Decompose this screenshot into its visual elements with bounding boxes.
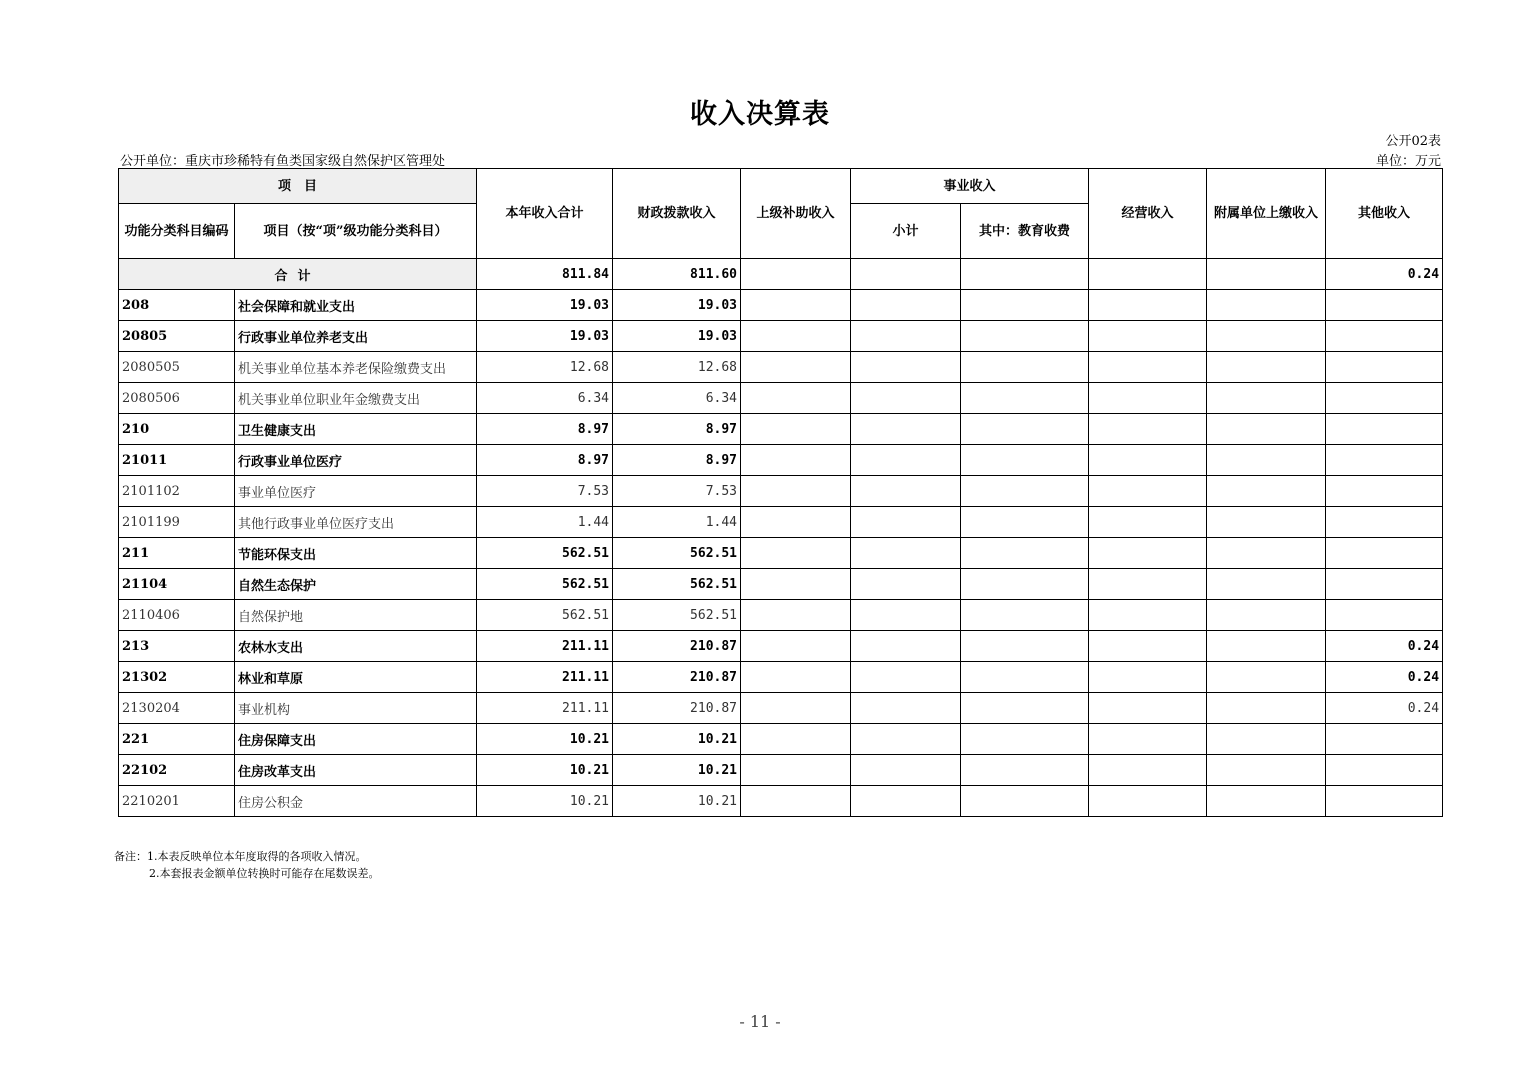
- row-fiscal: 6.34: [613, 383, 741, 414]
- header-other-income: 其他收入: [1326, 169, 1443, 259]
- row-fiscal: 562.51: [613, 569, 741, 600]
- row-code: 2080506: [119, 383, 235, 414]
- row-fiscal: 10.21: [613, 724, 741, 755]
- header-code: 功能分类科目编码: [119, 204, 235, 259]
- header-operating-income: 经营收入: [1089, 169, 1207, 259]
- row-affiliated: [1207, 631, 1326, 662]
- row-education: [961, 693, 1089, 724]
- row-name: 自然生态保护: [235, 569, 477, 600]
- row-name: 机关事业单位基本养老保险缴费支出: [235, 352, 477, 383]
- header-item: 项 目: [119, 169, 477, 204]
- table-row: [119, 321, 1443, 352]
- row-superior: [741, 631, 851, 662]
- row-fiscal: 562.51: [613, 600, 741, 631]
- row-code: 2101102: [119, 476, 235, 507]
- total-superior-value: [741, 259, 851, 290]
- row-total-income: 12.68: [477, 352, 613, 383]
- row-affiliated: [1207, 569, 1326, 600]
- row-name: 住房公积金: [235, 786, 477, 817]
- row-subtotal: [851, 445, 961, 476]
- row-superior: [741, 600, 851, 631]
- header-name: 项目（按“项”级功能分类科目）: [235, 204, 477, 259]
- row-other: 0.24: [1326, 631, 1443, 662]
- row-other: [1326, 538, 1443, 569]
- header-education-fee: 其中：教育收费: [961, 204, 1089, 259]
- row-education: [961, 755, 1089, 786]
- row-code: 211: [119, 538, 235, 569]
- row-operating: [1089, 445, 1207, 476]
- row-subtotal: [851, 662, 961, 693]
- row-affiliated: [1207, 693, 1326, 724]
- total-fiscal-value: 811.60: [613, 259, 741, 290]
- row-subtotal: [851, 786, 961, 817]
- row-subtotal: [851, 507, 961, 538]
- row-total-income: 7.53: [477, 476, 613, 507]
- row-operating: [1089, 631, 1207, 662]
- row-name: 事业机构: [235, 693, 477, 724]
- row-other: [1326, 507, 1443, 538]
- row-name: 社会保障和就业支出: [235, 290, 477, 321]
- row-superior: [741, 662, 851, 693]
- note-2: 2.本套报表金额单位转换时可能存在尾数误差。: [149, 867, 380, 880]
- table-row: [119, 445, 1443, 476]
- row-operating: [1089, 476, 1207, 507]
- row-other: [1326, 383, 1443, 414]
- row-superior: [741, 476, 851, 507]
- row-code: 208: [119, 290, 235, 321]
- income-statement-table: [118, 168, 1443, 817]
- row-total-income: 6.34: [477, 383, 613, 414]
- row-education: [961, 786, 1089, 817]
- row-superior: [741, 755, 851, 786]
- row-affiliated: [1207, 414, 1326, 445]
- row-other: [1326, 600, 1443, 631]
- row-other: [1326, 569, 1443, 600]
- row-code: 213: [119, 631, 235, 662]
- row-code: 2210201: [119, 786, 235, 817]
- row-name: 节能环保支出: [235, 538, 477, 569]
- row-education: [961, 383, 1089, 414]
- page-number: - 11 -: [739, 1012, 781, 1031]
- row-total-income: 10.21: [477, 724, 613, 755]
- row-education: [961, 476, 1089, 507]
- row-subtotal: [851, 600, 961, 631]
- table-row: [119, 693, 1443, 724]
- row-code: 21011: [119, 445, 235, 476]
- row-affiliated: [1207, 538, 1326, 569]
- row-other: [1326, 352, 1443, 383]
- row-operating: [1089, 786, 1207, 817]
- row-total-income: 1.44: [477, 507, 613, 538]
- row-education: [961, 352, 1089, 383]
- row-other: [1326, 321, 1443, 352]
- row-fiscal: 19.03: [613, 290, 741, 321]
- row-code: 210: [119, 414, 235, 445]
- row-code: 20805: [119, 321, 235, 352]
- row-other: [1326, 290, 1443, 321]
- row-total-income: 211.11: [477, 693, 613, 724]
- row-fiscal: 10.21: [613, 786, 741, 817]
- total-income-value: 811.84: [477, 259, 613, 290]
- row-subtotal: [851, 321, 961, 352]
- row-operating: [1089, 693, 1207, 724]
- row-code: 2110406: [119, 600, 235, 631]
- row-other: [1326, 476, 1443, 507]
- row-superior: [741, 569, 851, 600]
- row-education: [961, 445, 1089, 476]
- row-fiscal: 210.87: [613, 693, 741, 724]
- row-name: 其他行政事业单位医疗支出: [235, 507, 477, 538]
- row-operating: [1089, 724, 1207, 755]
- table-row: [119, 600, 1443, 631]
- row-superior: [741, 352, 851, 383]
- total-education-value: [961, 259, 1089, 290]
- note-1: 备注：1.本表反映单位本年度取得的各项收入情况。: [114, 850, 367, 863]
- row-subtotal: [851, 383, 961, 414]
- row-fiscal: 12.68: [613, 352, 741, 383]
- row-affiliated: [1207, 321, 1326, 352]
- row-affiliated: [1207, 724, 1326, 755]
- row-code: 221: [119, 724, 235, 755]
- row-total-income: 10.21: [477, 755, 613, 786]
- row-subtotal: [851, 631, 961, 662]
- row-operating: [1089, 662, 1207, 693]
- table-row: [119, 786, 1443, 817]
- row-affiliated: [1207, 290, 1326, 321]
- table-row: [119, 414, 1443, 445]
- row-total-income: 19.03: [477, 321, 613, 352]
- total-operating-value: [1089, 259, 1207, 290]
- row-superior: [741, 290, 851, 321]
- row-name: 住房改革支出: [235, 755, 477, 786]
- row-total-income: 211.11: [477, 631, 613, 662]
- total-other-value: 0.24: [1326, 259, 1443, 290]
- row-name: 自然保护地: [235, 600, 477, 631]
- row-name: 农林水支出: [235, 631, 477, 662]
- table-row: [119, 631, 1443, 662]
- table-row: [119, 352, 1443, 383]
- row-affiliated: [1207, 662, 1326, 693]
- row-superior: [741, 786, 851, 817]
- header-business-income: 事业收入: [851, 169, 1089, 204]
- row-code: 21104: [119, 569, 235, 600]
- row-education: [961, 724, 1089, 755]
- row-subtotal: [851, 755, 961, 786]
- row-total-income: 8.97: [477, 445, 613, 476]
- reporting-unit: 公开单位：重庆市珍稀特有鱼类国家级自然保护区管理处: [120, 154, 446, 169]
- row-education: [961, 507, 1089, 538]
- row-code: 2101199: [119, 507, 235, 538]
- row-affiliated: [1207, 600, 1326, 631]
- table-row: [119, 755, 1443, 786]
- row-education: [961, 631, 1089, 662]
- currency-unit: 单位：万元: [1375, 154, 1441, 169]
- row-fiscal: 8.97: [613, 445, 741, 476]
- table-row: [119, 569, 1443, 600]
- total-affiliated-value: [1207, 259, 1326, 290]
- form-number: 公开02表: [1385, 134, 1441, 149]
- row-name: 林业和草原: [235, 662, 477, 693]
- row-education: [961, 414, 1089, 445]
- table-row: [119, 476, 1443, 507]
- row-other: 0.24: [1326, 693, 1443, 724]
- notes: [114, 848, 380, 882]
- row-education: [961, 600, 1089, 631]
- row-name: 事业单位医疗: [235, 476, 477, 507]
- row-operating: [1089, 321, 1207, 352]
- table-row: [119, 724, 1443, 755]
- row-code: 2130204: [119, 693, 235, 724]
- row-fiscal: 210.87: [613, 631, 741, 662]
- row-other: [1326, 786, 1443, 817]
- row-affiliated: [1207, 445, 1326, 476]
- row-affiliated: [1207, 383, 1326, 414]
- row-name: 住房保障支出: [235, 724, 477, 755]
- row-superior: [741, 724, 851, 755]
- row-superior: [741, 538, 851, 569]
- row-other: 0.24: [1326, 662, 1443, 693]
- row-operating: [1089, 352, 1207, 383]
- row-superior: [741, 507, 851, 538]
- row-superior: [741, 445, 851, 476]
- row-other: [1326, 445, 1443, 476]
- header-affiliated-income: 附属单位上缴收入: [1207, 169, 1326, 259]
- row-superior: [741, 693, 851, 724]
- row-fiscal: 8.97: [613, 414, 741, 445]
- header-fiscal-appropriation: 财政拨款收入: [613, 169, 741, 259]
- row-subtotal: [851, 538, 961, 569]
- row-total-income: 8.97: [477, 414, 613, 445]
- row-subtotal: [851, 290, 961, 321]
- row-operating: [1089, 414, 1207, 445]
- table-row: [119, 290, 1443, 321]
- row-operating: [1089, 755, 1207, 786]
- row-affiliated: [1207, 507, 1326, 538]
- row-affiliated: [1207, 352, 1326, 383]
- row-superior: [741, 414, 851, 445]
- row-code: 22102: [119, 755, 235, 786]
- row-education: [961, 290, 1089, 321]
- row-subtotal: [851, 414, 961, 445]
- row-name: 卫生健康支出: [235, 414, 477, 445]
- row-operating: [1089, 290, 1207, 321]
- row-affiliated: [1207, 755, 1326, 786]
- row-other: [1326, 724, 1443, 755]
- row-name: 行政事业单位医疗: [235, 445, 477, 476]
- row-name: 行政事业单位养老支出: [235, 321, 477, 352]
- row-fiscal: 10.21: [613, 755, 741, 786]
- total-subtotal-value: [851, 259, 961, 290]
- total-row: [119, 259, 1443, 290]
- page-title: 收入决算表: [690, 99, 830, 130]
- row-total-income: 211.11: [477, 662, 613, 693]
- row-subtotal: [851, 476, 961, 507]
- row-code: 2080505: [119, 352, 235, 383]
- row-subtotal: [851, 693, 961, 724]
- row-operating: [1089, 569, 1207, 600]
- row-superior: [741, 383, 851, 414]
- row-operating: [1089, 383, 1207, 414]
- row-subtotal: [851, 569, 961, 600]
- row-education: [961, 321, 1089, 352]
- row-subtotal: [851, 352, 961, 383]
- row-name: 机关事业单位职业年金缴费支出: [235, 383, 477, 414]
- header-total-income: 本年收入合计: [477, 169, 613, 259]
- row-operating: [1089, 538, 1207, 569]
- row-fiscal: 1.44: [613, 507, 741, 538]
- total-label: 合计: [119, 259, 477, 290]
- row-fiscal: 562.51: [613, 538, 741, 569]
- row-operating: [1089, 600, 1207, 631]
- row-total-income: 562.51: [477, 600, 613, 631]
- row-subtotal: [851, 724, 961, 755]
- row-other: [1326, 755, 1443, 786]
- row-total-income: 562.51: [477, 569, 613, 600]
- row-affiliated: [1207, 476, 1326, 507]
- row-affiliated: [1207, 786, 1326, 817]
- table-row: [119, 538, 1443, 569]
- row-total-income: 19.03: [477, 290, 613, 321]
- row-education: [961, 662, 1089, 693]
- row-other: [1326, 414, 1443, 445]
- table-row: [119, 507, 1443, 538]
- header-superior-subsidy: 上级补助收入: [741, 169, 851, 259]
- row-education: [961, 538, 1089, 569]
- row-total-income: 10.21: [477, 786, 613, 817]
- row-fiscal: 19.03: [613, 321, 741, 352]
- row-operating: [1089, 507, 1207, 538]
- row-education: [961, 569, 1089, 600]
- table-row: [119, 662, 1443, 693]
- row-superior: [741, 321, 851, 352]
- row-fiscal: 7.53: [613, 476, 741, 507]
- header-subtotal: 小计: [851, 204, 961, 259]
- row-total-income: 562.51: [477, 538, 613, 569]
- row-code: 21302: [119, 662, 235, 693]
- row-fiscal: 210.87: [613, 662, 741, 693]
- table-row: [119, 383, 1443, 414]
